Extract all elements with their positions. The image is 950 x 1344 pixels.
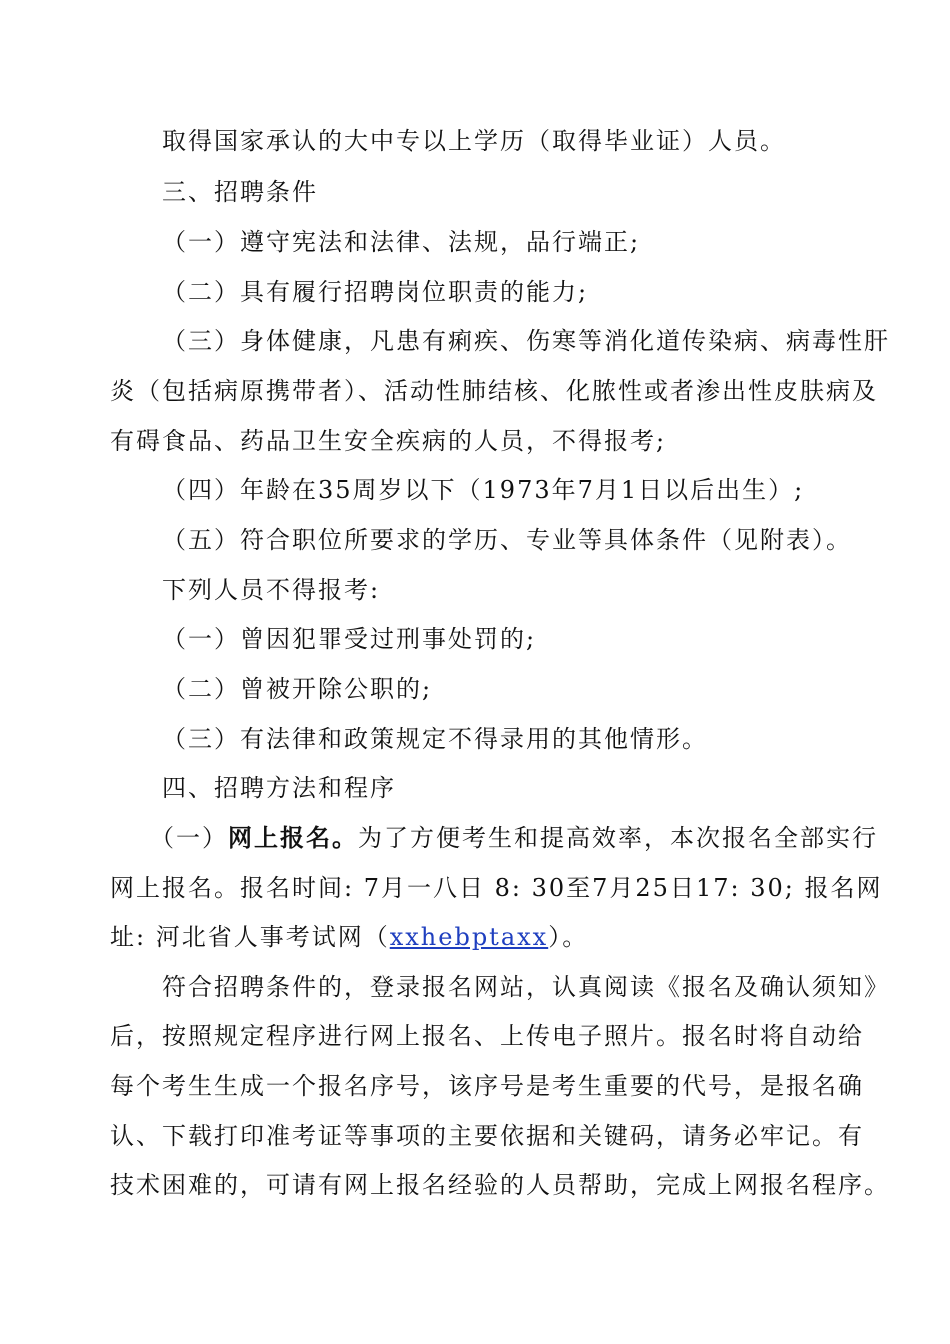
online-registration-title: 网上报名。 (228, 823, 358, 852)
online-registration-line-3 (110, 922, 588, 952)
exclusion-item-1: （一）曾因犯罪受过刑事处罚的; (162, 625, 537, 653)
registration-site-label: 址: 河北省人事考试网（ (110, 923, 390, 951)
online-registration-prefix: （一） (150, 824, 228, 852)
condition-item-3-line-1: （三）身体健康，凡患有痢疾、伤寒等消化道传染病、病毒性肝 (162, 327, 890, 355)
registration-instructions-line-5: 技术困难的，可请有网上报名经验的人员帮助，完成上网报名程序。 (110, 1171, 890, 1199)
condition-item-4: （四）年龄在35周岁以下（1973年7月1日以后出生）; (162, 476, 805, 504)
section-heading-procedure: 四、招聘方法和程序 (162, 774, 396, 802)
exclusion-item-3: （三）有法律和政策规定不得录用的其他情形。 (162, 725, 708, 753)
registration-instructions-line-2: 后，按照规定程序进行网上报名、上传电子照片。报名时将自动给 (110, 1022, 864, 1050)
online-registration-line-1 (150, 823, 878, 853)
condition-item-5: （五）符合职位所要求的学历、专业等具体条件（见附表）。 (162, 526, 852, 554)
exclusion-heading: 下列人员不得报考: (162, 576, 381, 604)
section-heading-conditions: 三、招聘条件 (162, 178, 318, 206)
registration-site-suffix: ）。 (548, 923, 589, 951)
exclusion-item-2: （二）曾被开除公职的; (162, 675, 433, 703)
online-registration-text: 为了方便考生和提高效率，本次报名全部实行 (358, 824, 878, 852)
online-registration-line-2: 网上报名。报名时间: 7月一八日 8: 30至7月25日17: 30; 报名网 (110, 874, 883, 902)
registration-instructions-line-3: 每个考生生成一个报名序号，该序号是考生重要的代号，是报名确 (110, 1072, 864, 1100)
condition-item-1: （一）遵守宪法和法律、法规，品行端正; (162, 228, 641, 256)
registration-instructions-line-4: 认、下载打印准考证等事项的主要依据和关键码，请务必牢记。有 (110, 1122, 864, 1150)
paragraph-education: 取得国家承认的大中专以上学历（取得毕业证）人员。 (162, 127, 786, 155)
registration-site-link[interactable]: xxhebptaxx (389, 923, 549, 951)
registration-instructions-line-1: 符合招聘条件的，登录报名网站，认真阅读《报名及确认须知》 (162, 973, 890, 1001)
condition-item-2: （二）具有履行招聘岗位职责的能力; (162, 278, 589, 306)
condition-item-3-line-2: 炎（包括病原携带者）、活动性肺结核、化脓性或者渗出性皮肤病及 (110, 377, 878, 405)
condition-item-3-line-3: 有碍食品、药品卫生安全疾病的人员，不得报考; (110, 427, 667, 455)
